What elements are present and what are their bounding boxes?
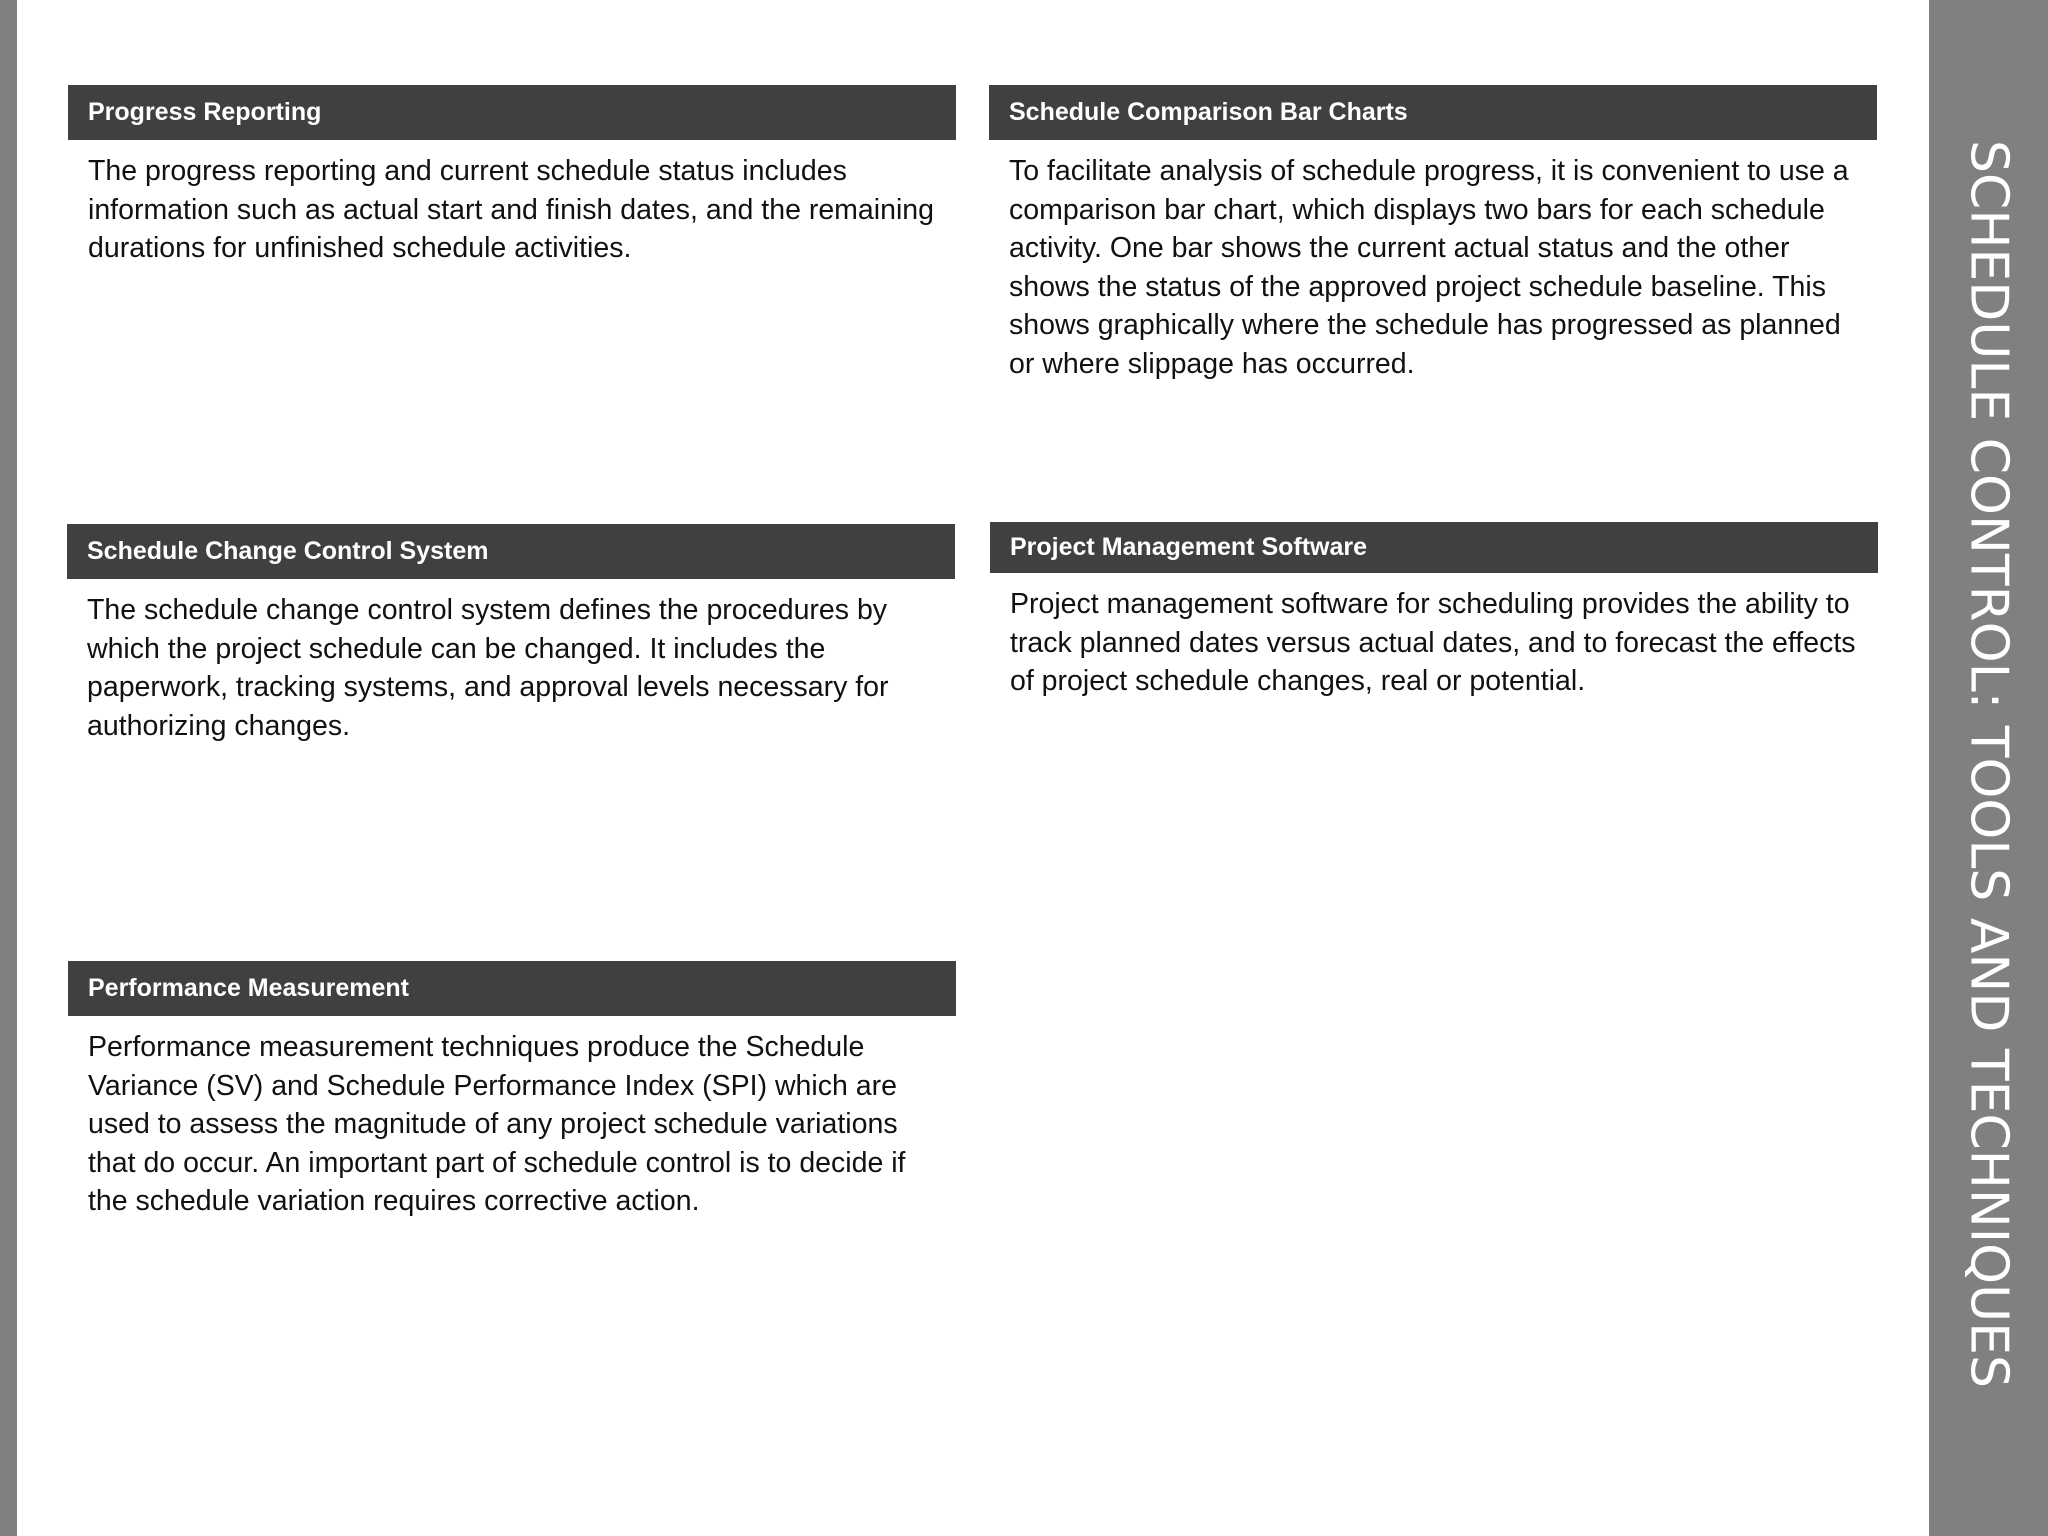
section-project-management-software <box>990 522 1878 701</box>
section-body: Project management software for scheduling provides the ability to track planned dates versus actual dates, and to forecast the effects of project schedule changes, real or potential. <box>1010 588 1856 698</box>
section-performance-measurement <box>68 961 956 1221</box>
section-body: To facilitate analysis of schedule progress, it is convenient to use a comparison bar chart, which displays two bars for each schedule activity. One bar shows the current actual status and the other shows the status of the approved project schedule baseline. This shows graphically where the schedule has progressed as planned or where slippage has occurred. <box>1009 155 1849 380</box>
section-header: Project Management Software <box>990 522 1878 573</box>
section-body: The progress reporting and current schedule status includes information such as actual start and finish dates, and the remaining durations for unfinished schedule activities. <box>88 155 934 265</box>
title-sidebar <box>1929 0 2048 1536</box>
left-border-strip <box>0 0 17 1536</box>
slide-title: SCHEDULE CONTROL: TOOLS AND TECHNIQUES <box>1958 140 2019 1388</box>
section-schedule-comparison-bar-charts <box>989 85 1877 384</box>
section-schedule-change-control-system <box>67 524 955 745</box>
section-header: Schedule Change Control System <box>67 524 955 579</box>
section-header: Schedule Comparison Bar Charts <box>989 85 1877 140</box>
section-header: Progress Reporting <box>68 85 956 140</box>
section-body: The schedule change control system defines the procedures by which the project schedule can be changed. It includes the paperwork, tracking systems, and approval levels necessary for authorizing changes. <box>87 594 889 742</box>
section-body: Performance measurement techniques produce the Schedule Variance (SV) and Schedule Performance Index (SPI) which are used to assess the magnitude of any project schedule variations that do occur. An important part of schedule control is to decide if the schedule variation requires corrective action. <box>88 1031 906 1218</box>
section-progress-reporting <box>68 85 956 268</box>
section-header: Performance Measurement <box>68 961 956 1016</box>
